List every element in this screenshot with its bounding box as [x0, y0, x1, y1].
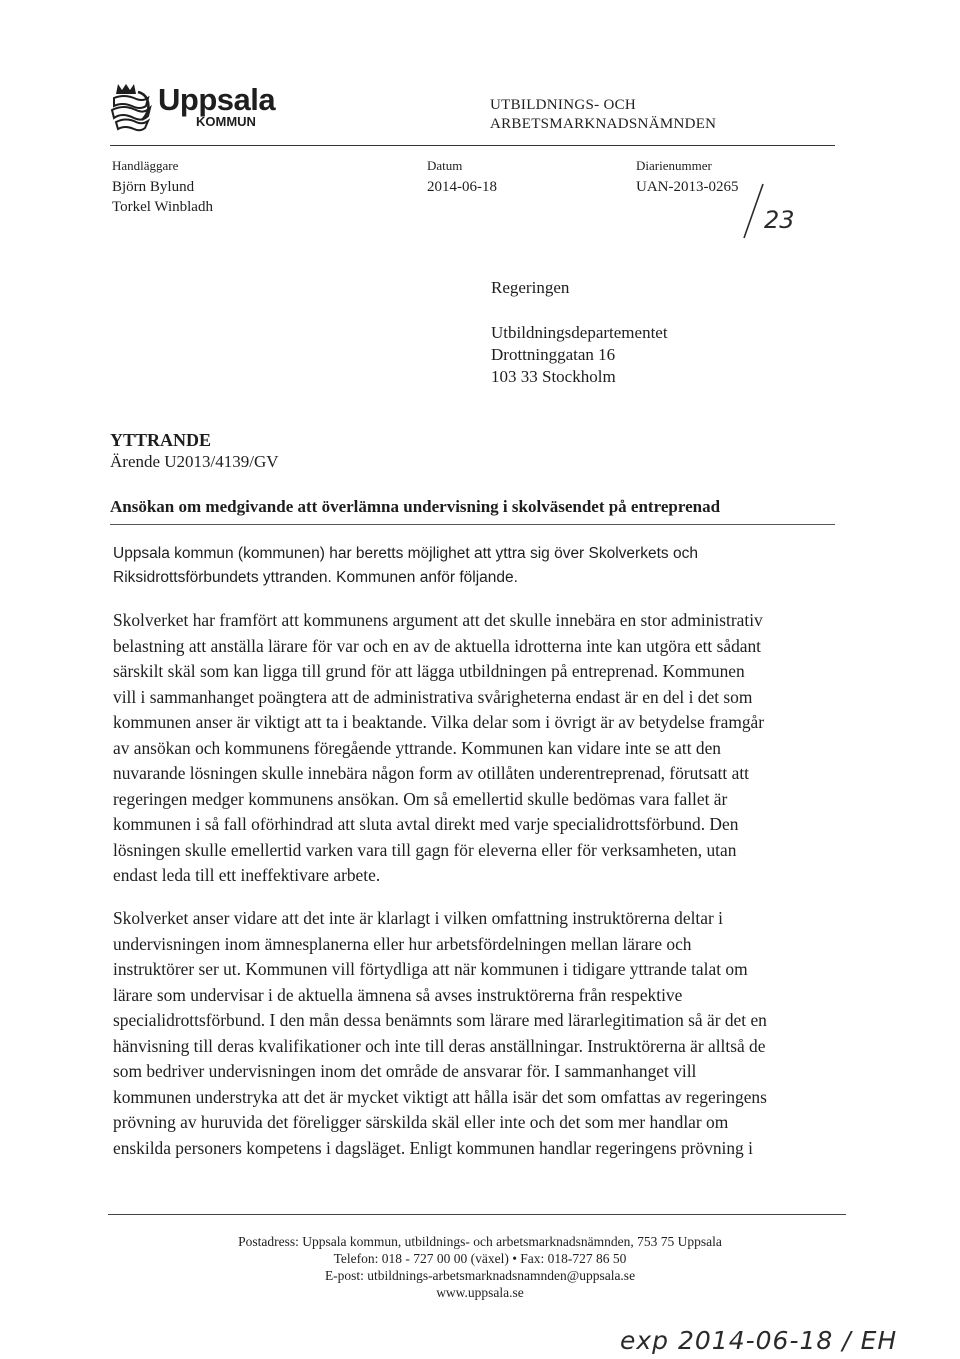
logo-subtitle: KOMMUN — [196, 114, 256, 129]
diarienummer-label: Diarienummer — [636, 158, 712, 173]
text-line: Skolverket har framfört att kommunens argument att det skulle innebära en stor administrativ — [113, 610, 763, 630]
handwritten-expedition-note — [618, 1317, 938, 1359]
coat-of-arms-icon — [108, 80, 156, 134]
text-line: Riksidrottsförbundets yttranden. Kommunen anför följande. — [113, 569, 518, 586]
text-line: särskilt skäl som kan ligga till grund för att lägga utbildningen på entreprenad. Kommunen — [113, 661, 745, 681]
body-paragraph-1 — [113, 608, 843, 889]
case-number: Ärende U2013/4139/GV — [110, 452, 279, 471]
text-line: Skolverket anser vidare att det inte är klarlagt i vilken omfattning instruktörerna deltar i — [113, 908, 723, 928]
text-line: belastning att anställa lärare för var och en av de aktuella idrotterna inte kan utgöra ett sådant — [113, 635, 762, 656]
handwritten-number — [736, 180, 806, 240]
text-line: enskilda personers kompetens i dagsläget. Enligt kommunen handlar regeringens prövning i — [113, 1137, 753, 1158]
handlaggare-name-1: Björn Bylund — [112, 179, 195, 195]
text-line: som bedriver undervisningen inom det område de ansvarar för. I sammanhanget vill — [113, 1061, 697, 1081]
footer-phone-fax: Telefon: 018 - 727 00 00 (växel) • Fax: 018-727 86 50 — [333, 1251, 627, 1266]
subject-divider — [110, 524, 835, 525]
intro-paragraph — [113, 542, 843, 590]
uppsala-kommun-logo — [108, 80, 278, 134]
document-title: YTTRANDE — [110, 430, 212, 450]
datum-block — [427, 158, 497, 197]
handwritten-expedition-text: exp 2014-06-18 / EH — [620, 1326, 898, 1355]
recipient-name: Regeringen — [491, 278, 570, 297]
logo-wordmark: Uppsala — [158, 82, 276, 117]
footer-contact — [110, 1233, 850, 1301]
text-line: kommunen understryka att det är mycket viktigt att hålla isär det som omfattas av regeringens — [113, 1086, 767, 1107]
text-line: lärare som undervisar i de aktuella ämnena så avses instruktörerna från respektive — [113, 984, 683, 1005]
datum-value: 2014-06-18 — [427, 179, 497, 195]
footer-divider — [108, 1214, 846, 1215]
text-line: specialidrottsförbund. I den mån dessa benämnts som lärare med lärarlegitimation så är det en — [113, 1010, 767, 1030]
text-line: prövning av huruvida det föreligger särskilda skäl eller inte och det som mer handlar om — [113, 1112, 729, 1132]
body-paragraph-2 — [113, 906, 843, 1161]
text-line: av ansökan och kommunens föregående yttrande. Kommunen kan vidare inte se att den — [113, 737, 721, 758]
department-heading — [490, 96, 716, 134]
recipient-line: Drottninggatan 16 — [491, 345, 616, 364]
handlaggare-label: Handläggare — [112, 158, 179, 173]
department-line-1: UTBILDNINGS- OCH — [490, 97, 637, 113]
department-line-2: ARBETSMARKNADSNÄMNDEN — [490, 116, 717, 132]
handwritten-number-text: 23 — [764, 206, 795, 234]
text-line: undervisningen inom ämnesplanerna eller hur arbetsfördelningen mellan lärare och — [113, 933, 692, 954]
footer-website: www.uppsala.se — [436, 1285, 524, 1300]
text-line: vill i sammanhanget poängtera att de administrativa svårigheterna endast är en del i det som — [113, 686, 753, 707]
text-line: kommunen anser är viktigt att ta i beaktande. Vilka delar som i övrigt är av betydelse framgår — [113, 712, 765, 732]
text-line: nuvarande lösningen skulle innebära någon form av otillåten underentreprenad, förutsatt att — [113, 763, 749, 783]
footer-postal-address: Postadress: Uppsala kommun, utbildnings- och arbetsmarknadsnämnden, 753 75 Uppsala — [238, 1234, 722, 1249]
text-line: regeringen medger kommunens ansökan. Om så emellertid skulle bedömas vara fallet är — [113, 788, 728, 809]
text-line: lösningen skulle emellertid varken vara till gagn för eleverna eller för verksamheten, utan — [113, 839, 737, 860]
header-divider — [110, 145, 835, 146]
datum-label: Datum — [427, 158, 463, 173]
diarienummer-block — [636, 158, 739, 197]
subject-line: Ansökan om medgivande att överlämna undervisning i skolväsendet på entreprenad — [110, 497, 721, 516]
handlaggare-name-2: Torkel Winbladh — [112, 199, 213, 215]
recipient-line: Utbildningsdepartementet — [491, 323, 668, 342]
text-line: hänvisning till deras kvalifikationer och inte till deras anställningar. Instruktörerna är alltså de — [113, 1035, 766, 1056]
diarienummer-value: UAN-2013-0265 — [636, 179, 739, 195]
text-line: Uppsala kommun (kommunen) har beretts möjlighet att yttra sig över Skolverkets och — [113, 545, 698, 562]
recipient-address — [491, 322, 668, 388]
footer-email: E-post: utbildnings-arbetsmarknadsnamnden@uppsala.se — [324, 1268, 636, 1283]
recipient-line: 103 33 Stockholm — [491, 367, 616, 386]
text-line: endast leda till ett ineffektivare arbete. — [113, 865, 381, 885]
text-line: kommunen i så fall oförhindrad att sluta avtal direkt med varje specialidrottsförbund. Den — [113, 814, 739, 834]
text-line: instruktörer ser ut. Kommunen vill förtydliga att när kommunen i tidigare yttrande talat om — [113, 959, 748, 979]
handlaggare-block — [112, 158, 213, 217]
